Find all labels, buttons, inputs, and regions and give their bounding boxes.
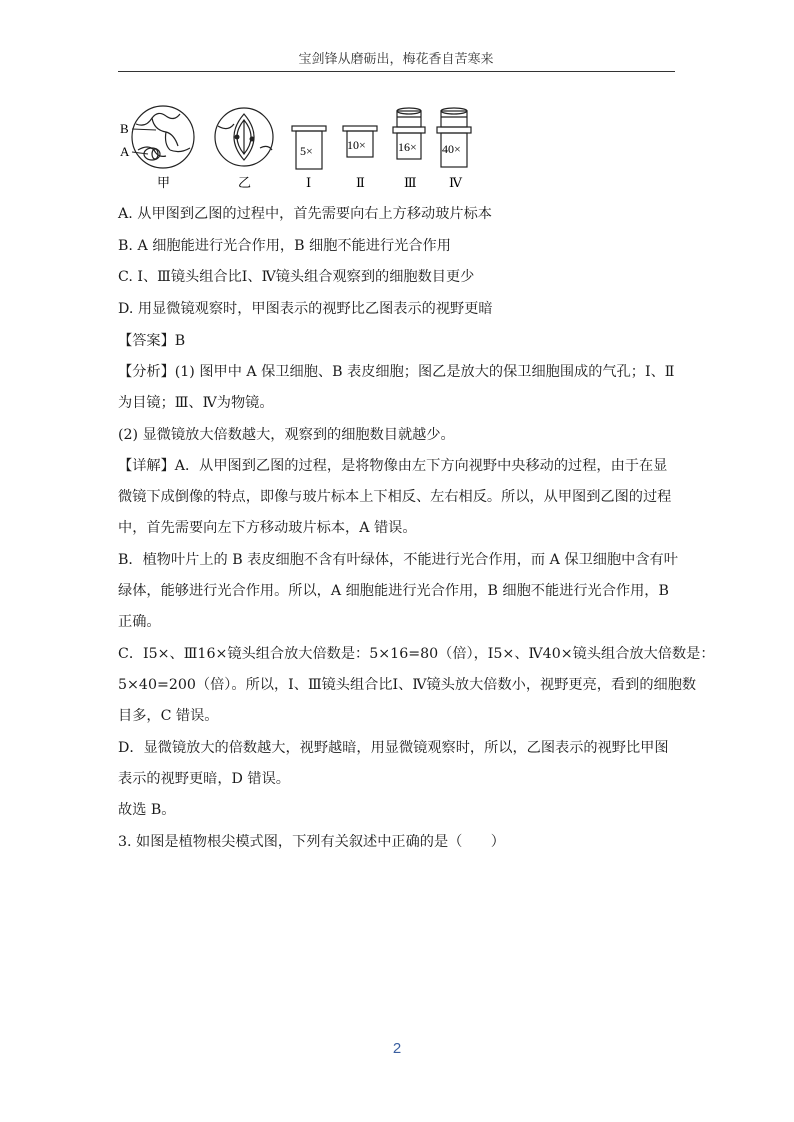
analysis-line-3: (2) 显微镜放大倍数越大，观察到的细胞数目就越少。 bbox=[118, 427, 455, 443]
detail-b-line-2: 绿体，能够进行光合作用。所以，A 细胞能进行光合作用，B 细胞不能进行光合作用，B bbox=[118, 583, 669, 599]
nucleus-right bbox=[250, 137, 255, 142]
analysis-line-2: 为目镜；Ⅲ、Ⅳ为物镜。 bbox=[118, 395, 274, 411]
option-d: D. 用显微镜观察时，甲图表示的视野比乙图表示的视野更暗 bbox=[118, 301, 493, 317]
detail-a-line-2: 微镜下成倒像的特点，即像与玻片标本上下相反、左右相反。所以，从甲图到乙图的过程 bbox=[118, 489, 672, 505]
caption-yi: 乙 bbox=[238, 176, 252, 191]
lens-II-caption: Ⅱ bbox=[356, 176, 365, 191]
label-B: B bbox=[120, 121, 129, 136]
option-c: C. Ⅰ、Ⅲ镜头组合比Ⅰ、Ⅳ镜头组合观察到的细胞数目更少 bbox=[118, 269, 475, 285]
page-number: 2 bbox=[392, 1040, 402, 1057]
field-of-view-yi bbox=[215, 108, 273, 166]
page-header-motto: 宝剑锋从磨砺出，梅花香自苦寒来 bbox=[298, 52, 494, 67]
lens-I-magnification: 5× bbox=[300, 144, 313, 158]
analysis-line-1: 【分析】(1) 图甲中 A 保卫细胞、B 表皮细胞；图乙是放大的保卫细胞围成的气孔；Ⅰ、Ⅱ bbox=[118, 364, 675, 380]
field-of-view-jia bbox=[132, 106, 194, 168]
microscope-figure bbox=[118, 104, 498, 196]
detail-d-line-1: D．显微镜放大的倍数越大，视野越暗，用显微镜观察时，所以，乙图表示的视野比甲图 bbox=[118, 740, 669, 756]
lens-III-caption: Ⅲ bbox=[404, 176, 417, 191]
question-3-stem: 3. 如图是植物根尖模式图，下列有关叙述中正确的是（ ） bbox=[118, 834, 505, 850]
detail-c-line-3: 目多，C 错误。 bbox=[118, 708, 219, 724]
answer-line: 【答案】B bbox=[118, 333, 186, 349]
lens-II-magnification: 10× bbox=[347, 138, 366, 152]
detail-a-line-1: 【详解】A．从甲图到乙图的过程，是将物像由左下方向视野中央移动的过程，由于在显 bbox=[118, 458, 668, 474]
header-divider bbox=[118, 71, 675, 72]
detail-a-line-3: 中，首先需要向左下方移动玻片标本，A 错误。 bbox=[118, 520, 417, 536]
objective-lens-IV bbox=[437, 108, 471, 167]
lens-III-magnification: 16× bbox=[398, 140, 417, 154]
pointer-line-A bbox=[132, 152, 148, 154]
option-b: B. A 细胞能进行光合作用，B 细胞不能进行光合作用 bbox=[118, 238, 451, 254]
detail-b-line-3: 正确。 bbox=[118, 614, 161, 630]
conclusion-line: 故选 B。 bbox=[118, 802, 176, 818]
lens-I-caption: Ⅰ bbox=[306, 176, 312, 191]
detail-c-line-1: C．Ⅰ5×、Ⅲ16×镜头组合放大倍数是：5×16=80（倍），Ⅰ5×、Ⅳ40×镜头组合放大倍数是： bbox=[118, 646, 715, 662]
lens-IV-caption: Ⅳ bbox=[449, 176, 462, 191]
label-A: A bbox=[120, 144, 130, 159]
caption-jia: 甲 bbox=[157, 176, 171, 191]
lens-IV-magnification: 40× bbox=[442, 142, 461, 156]
pointer-line-B bbox=[132, 129, 156, 130]
option-a: A. 从甲图到乙图的过程中，首先需要向右上方移动玻片标本 bbox=[118, 206, 492, 222]
detail-b-line-1: B．植物叶片上的 B 表皮细胞不含有叶绿体，不能进行光合作用，而 A 保卫细胞中含有叶 bbox=[118, 552, 678, 568]
detail-d-line-2: 表示的视野更暗，D 错误。 bbox=[118, 771, 290, 787]
nucleus-left bbox=[235, 135, 240, 140]
detail-c-line-2: 5×40=200（倍）。所以，Ⅰ、Ⅲ镜头组合比Ⅰ、Ⅳ镜头放大倍数小，视野更亮，看到的细胞数 bbox=[118, 677, 697, 693]
